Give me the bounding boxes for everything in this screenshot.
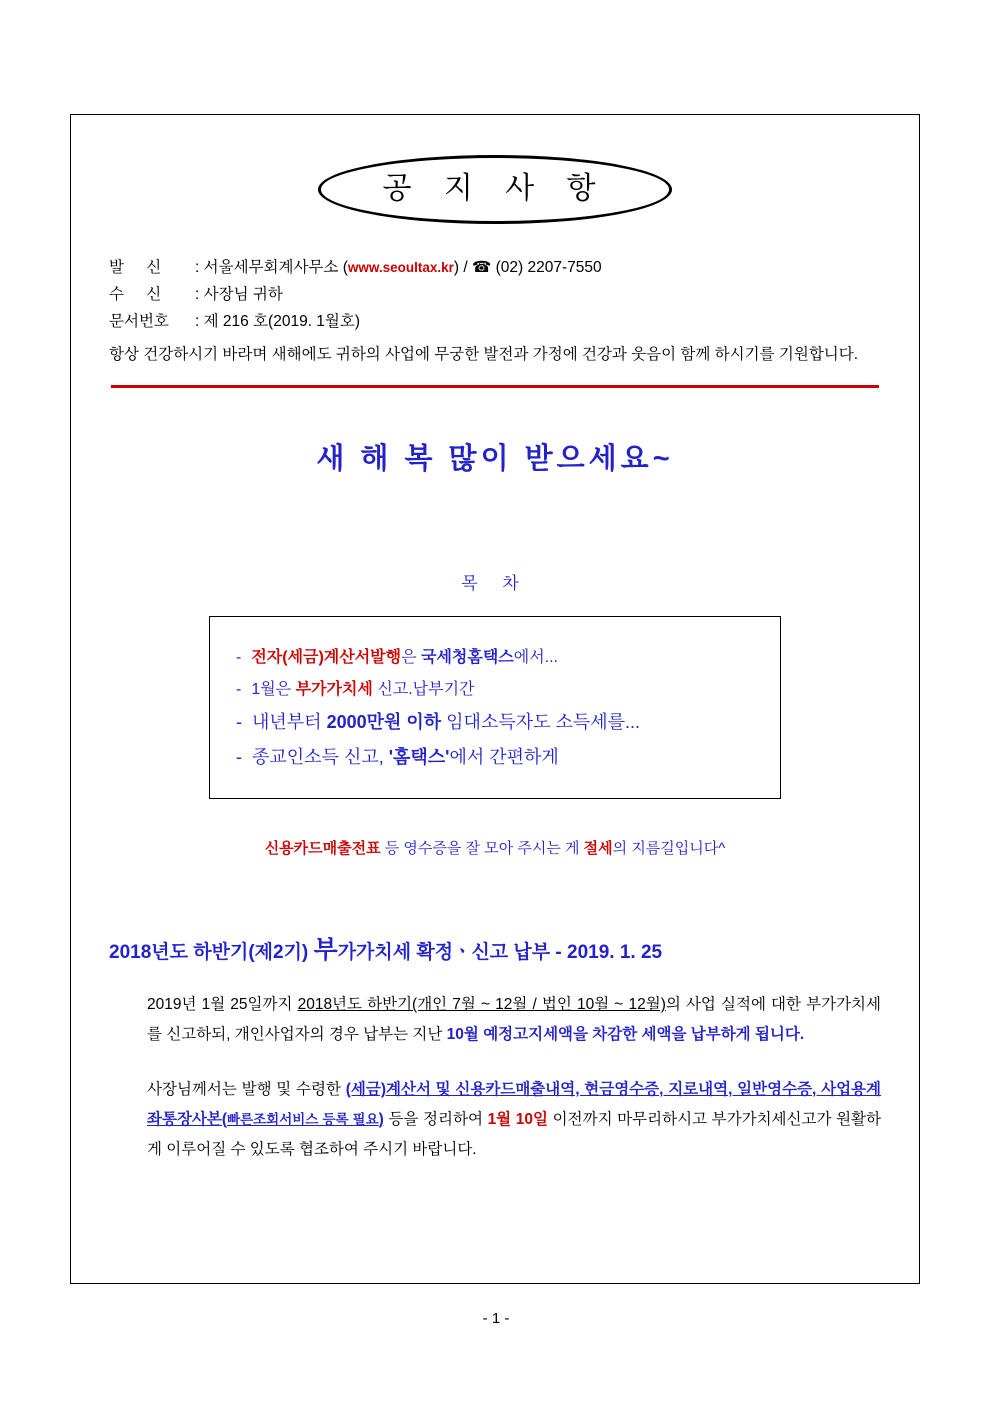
note-red-2: 절세 xyxy=(583,840,613,858)
p2-b-underline: (세금)계산서 및 신용카드매출내역, 현금영수증, 지로내역, 일반영수증, 사업용계좌통장사본( xyxy=(147,1080,881,1128)
docno-label: 문서번호 xyxy=(109,313,169,331)
list-item xyxy=(236,708,754,734)
toc-dash: - xyxy=(236,649,242,667)
from-value-prefix: 서울세무회계사무소 ( xyxy=(203,259,348,276)
colon-1: : xyxy=(195,259,204,276)
p1-a: 2019년 1월 25일까지 xyxy=(147,996,298,1014)
website-link[interactable]: www.seoultax.kr xyxy=(347,260,454,275)
page-inner xyxy=(91,135,899,1263)
list-item xyxy=(236,644,754,667)
greeting-text: 항상 건강하시기 바라며 새해에도 귀하의 사업에 무궁한 발전과 가정에 건강과 웃음이 함께 하시기를 기원합니다. xyxy=(109,346,859,364)
list-item xyxy=(236,676,754,699)
page-number: - 1 - xyxy=(482,1310,510,1327)
toc-box xyxy=(209,616,781,799)
red-divider xyxy=(111,385,879,388)
toc-pre: 1월은 xyxy=(251,681,296,699)
toc-emphasis-blue: 2000만원 이하 xyxy=(326,712,442,733)
section-suffix: 가가치세 확정ㆍ신고 납부 - 2019. 1. 25 xyxy=(337,942,663,964)
toc-post: 에서 간편하게 xyxy=(449,747,559,768)
toc-mid: 은 xyxy=(401,649,421,667)
document-page xyxy=(70,114,920,1284)
toc-post: 임대소득자도 소득세를... xyxy=(441,712,641,733)
toc-emphasis-blue: '홈택스' xyxy=(388,747,450,768)
p2-d-underline: ) xyxy=(378,1110,384,1128)
header-to-line xyxy=(109,281,899,308)
header-docno-line xyxy=(109,308,899,335)
toc-dash: - xyxy=(236,712,242,733)
page-title: 공 지 사 항 xyxy=(318,155,673,224)
p1-d-emphasis: 10월 예정고지세액을 차감한 세액 xyxy=(446,1026,672,1044)
p2-f-red: 1월 10일 xyxy=(487,1110,549,1128)
p2-e: 등을 정리하여 xyxy=(383,1110,488,1128)
toc-dash: - xyxy=(236,747,242,768)
p1-c: 의 사업 실적에 대한 부가가치세를 신고하되, 개인사업자의 경우 납부는 지난 xyxy=(147,996,881,1044)
p2-a: 사장님께서는 발행 및 수령한 xyxy=(147,1080,346,1098)
header-block xyxy=(91,254,899,335)
toc-pre: 종교인소득 신고, xyxy=(252,747,389,768)
p1-b-underline: 2018년도 하반기(개인 7월 ~ 12월 / 법인 10월 ~ 12월) xyxy=(297,996,666,1014)
to-label: 수 신 xyxy=(109,286,171,304)
section-heading xyxy=(91,930,899,966)
list-item xyxy=(236,743,754,769)
toc-post: 에서... xyxy=(513,649,558,667)
toc-emphasis-blue: 국세청홈택스 xyxy=(421,649,514,667)
paragraph-1 xyxy=(91,990,899,1050)
section-big-char: 부 xyxy=(313,936,338,965)
section-prefix: 2018년도 하반기(제2기) xyxy=(109,942,314,964)
colon-2: : xyxy=(195,286,204,304)
header-from-line xyxy=(109,254,899,281)
p2-c-underline-small: 빠른조회서비스 등록 필요 xyxy=(227,1111,379,1127)
p1-e: 을 납부하게 됩니다. xyxy=(671,1026,805,1044)
toc-mid: 신고.납부기간 xyxy=(372,681,475,699)
toc-emphasis-red: 전자(세금)계산서발행 xyxy=(251,649,402,667)
toc-dash: - xyxy=(236,681,242,699)
note-mid: 등 영수증을 잘 모아 주시는 게 xyxy=(380,840,584,858)
to-value: 사장님 귀하 xyxy=(203,286,283,304)
from-label: 발 신 xyxy=(109,259,171,276)
note-red-1: 신용카드매출전표 xyxy=(264,840,381,858)
colon-3: : xyxy=(195,313,204,331)
note-post: 의 지름길입니다^ xyxy=(612,840,726,858)
p2-g: 이전까지 마무리하시고 부가가치세신고가 원활하게 이루어질 수 있도록 협조하여 주시기 바랍니다. xyxy=(147,1110,881,1159)
title-area xyxy=(91,155,899,224)
toc-emphasis-red: 부가가치세 xyxy=(295,681,373,699)
from-value-suffix: ) / ☎ (02) 2207-7550 xyxy=(453,259,602,276)
newyear-greeting: 새 해 복 많이 받으세요~ xyxy=(316,443,674,476)
note-line xyxy=(91,837,899,858)
paragraph-2 xyxy=(91,1075,899,1166)
toc-pre: 내년부터 xyxy=(252,712,327,733)
toc-heading: 목 차 xyxy=(461,574,529,594)
docno-value: 제 216 호(2019. 1월호) xyxy=(203,313,361,331)
